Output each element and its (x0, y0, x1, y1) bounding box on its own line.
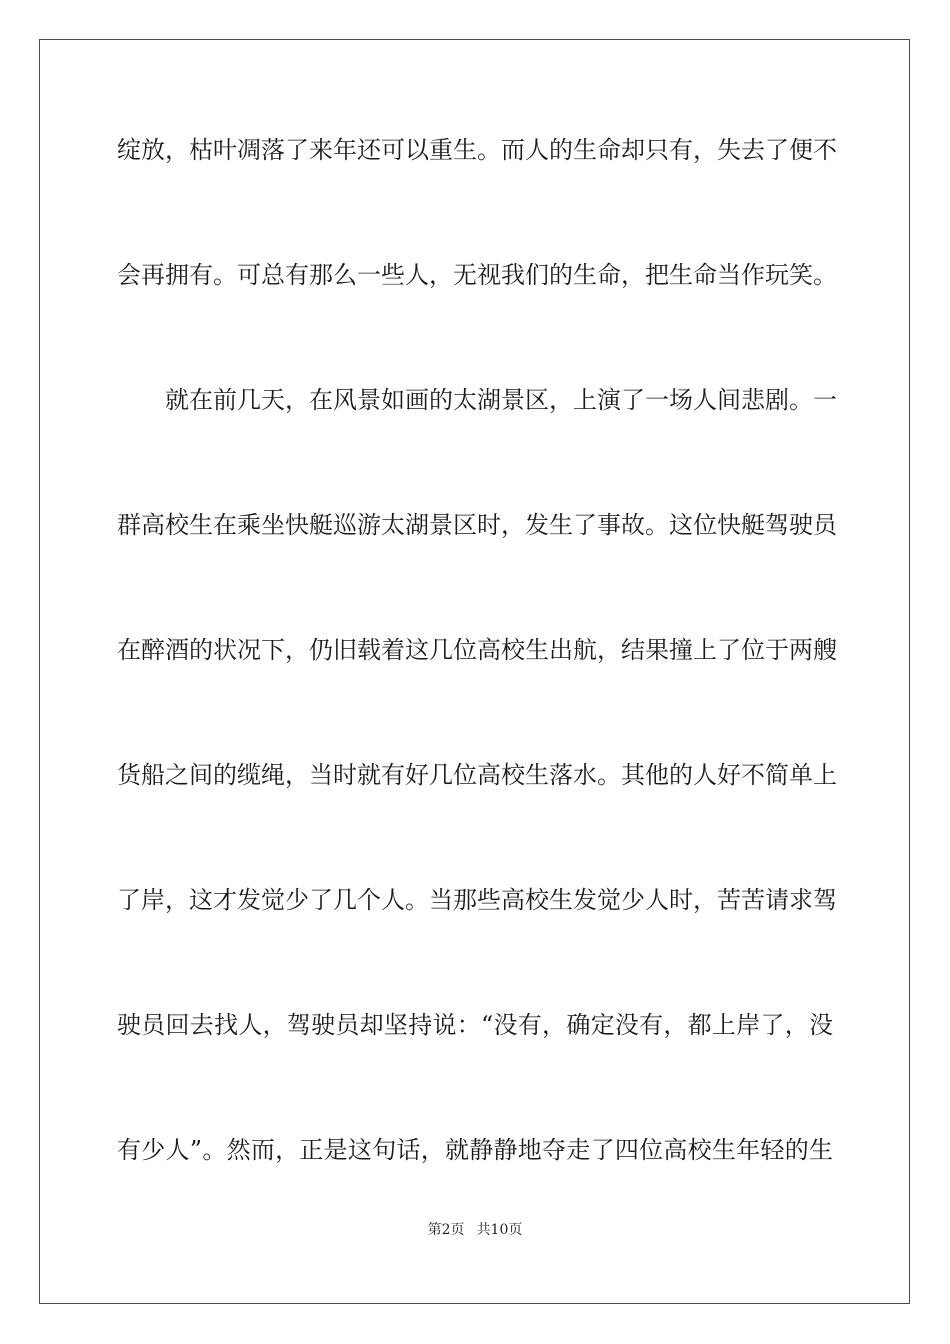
page-total: 共10页 (476, 1222, 523, 1238)
page-footer (0, 1219, 950, 1239)
text-line: 会再拥有。可总有那么一些人，无视我们的生命，把生命当作玩笑。 (117, 261, 837, 289)
text-line: 群高校生在乘坐快艇巡游太湖景区时，发生了事故。这位快艇驾驶员 (117, 511, 837, 539)
text-line: 就在前几天，在风景如画的太湖景区，上演了一场人间悲剧。一 (165, 386, 837, 414)
text-line: 有少人”。然而，正是这句话，就静静地夺走了四位高校生年轻的生 (117, 1136, 833, 1164)
text-line: 在醉酒的状况下，仍旧载着这几位高校生出航，结果撞上了位于两艘 (117, 636, 837, 664)
text-line: 了岸，这才发觉少了几个人。当那些高校生发觉少人时，苦苦请求驾 (117, 886, 837, 914)
document-body (117, 120, 837, 1245)
text-line: 绽放，枯叶凋落了来年还可以重生。而人的生命却只有，失去了便不 (117, 136, 837, 164)
text-line: 货船之间的缆绳，当时就有好几位高校生落水。其他的人好不简单上 (117, 761, 837, 789)
text-line: 驶员回去找人，驾驶员却坚持说：“没有，确定没有，都上岸了，没 (117, 1011, 833, 1039)
page-number: 第2页 (427, 1222, 465, 1238)
